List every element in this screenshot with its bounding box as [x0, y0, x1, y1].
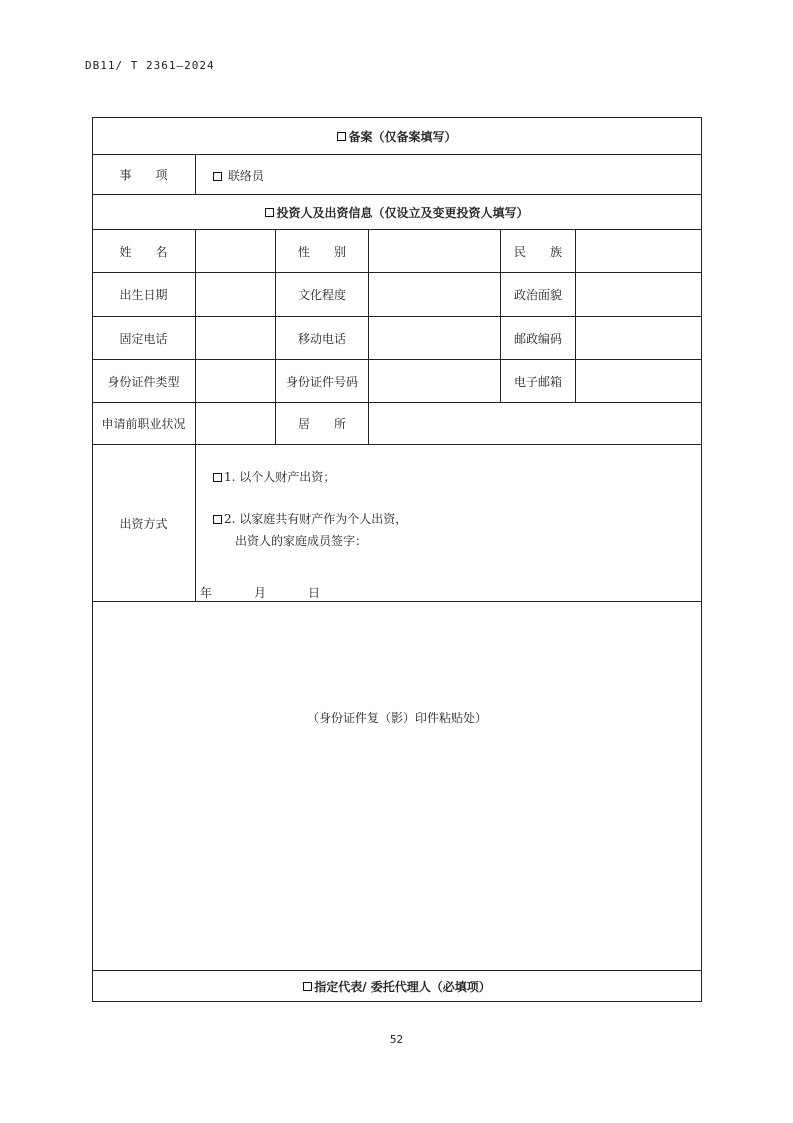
checkbox-icon[interactable]: [265, 208, 274, 217]
ethnicity-label: 民 族: [513, 244, 562, 259]
name-label: 姓 名: [119, 244, 168, 259]
political-status-label: 政治面貌: [513, 288, 562, 302]
rule: [701, 117, 702, 1002]
contribution-method-label: 出资方式: [119, 516, 168, 531]
education-label: 文化程度: [297, 288, 346, 302]
prior-employment-label: 申请前职业状况: [101, 417, 186, 431]
checkbox-icon[interactable]: [337, 132, 346, 141]
page-number: 52: [389, 1033, 404, 1046]
date-year: 年: [200, 586, 213, 600]
residence-label: 居 所: [297, 417, 346, 431]
contribution-option-1[interactable]: [213, 468, 335, 485]
option-1-text: 1. 以个人财产出资；: [224, 470, 336, 484]
representative-section-title: [92, 971, 702, 1001]
rule: [195, 154, 196, 194]
option-2-text: 2. 以家庭共有财产作为个人出资，: [224, 512, 408, 526]
id-type-label: 身份证件类型: [107, 374, 180, 389]
registration-form: [92, 117, 702, 1002]
date-month: 月: [254, 586, 267, 600]
investor-title-text: 投资人及出资信息（仅设立及变更投资人填写）: [276, 205, 529, 220]
date-day: 日: [308, 586, 321, 600]
checkbox-icon[interactable]: [303, 982, 312, 991]
filing-section-title: [92, 118, 702, 154]
filing-title-text: 备案（仅备案填写）: [348, 129, 457, 144]
family-signature-label: 出资人的家庭成员签字：: [235, 534, 368, 548]
id-copy-placeholder: （身份证件复（影）印件粘贴处）: [306, 710, 487, 725]
contribution-option-2[interactable]: [213, 510, 407, 527]
standard-code: DB11/ T 2361—2024: [85, 59, 215, 72]
checkbox-icon[interactable]: [213, 473, 222, 482]
mobile-label: 移动电话: [297, 331, 346, 346]
email-label: 电子邮箱: [513, 374, 562, 389]
checkbox-icon[interactable]: [213, 515, 222, 524]
investor-section-title: [92, 195, 702, 229]
rule: [92, 601, 702, 602]
rule: [368, 229, 369, 444]
postal-code-label: 邮政编码: [513, 331, 562, 346]
representative-title-text: 指定代表/ 委托代理人（必填项）: [314, 979, 491, 994]
birth-date-label: 出生日期: [119, 288, 168, 302]
item-label: 事 项: [119, 168, 168, 182]
rule: [575, 229, 576, 402]
gender-label: 性 别: [297, 244, 346, 259]
rule: [195, 229, 196, 601]
landline-label: 固定电话: [119, 331, 168, 346]
id-number-label: 身份证件号码: [285, 374, 358, 389]
liaison-label: 联络员: [227, 169, 264, 183]
checkbox-icon[interactable]: [213, 172, 222, 181]
rule: [92, 1001, 702, 1002]
liaison-option[interactable]: [213, 167, 264, 184]
